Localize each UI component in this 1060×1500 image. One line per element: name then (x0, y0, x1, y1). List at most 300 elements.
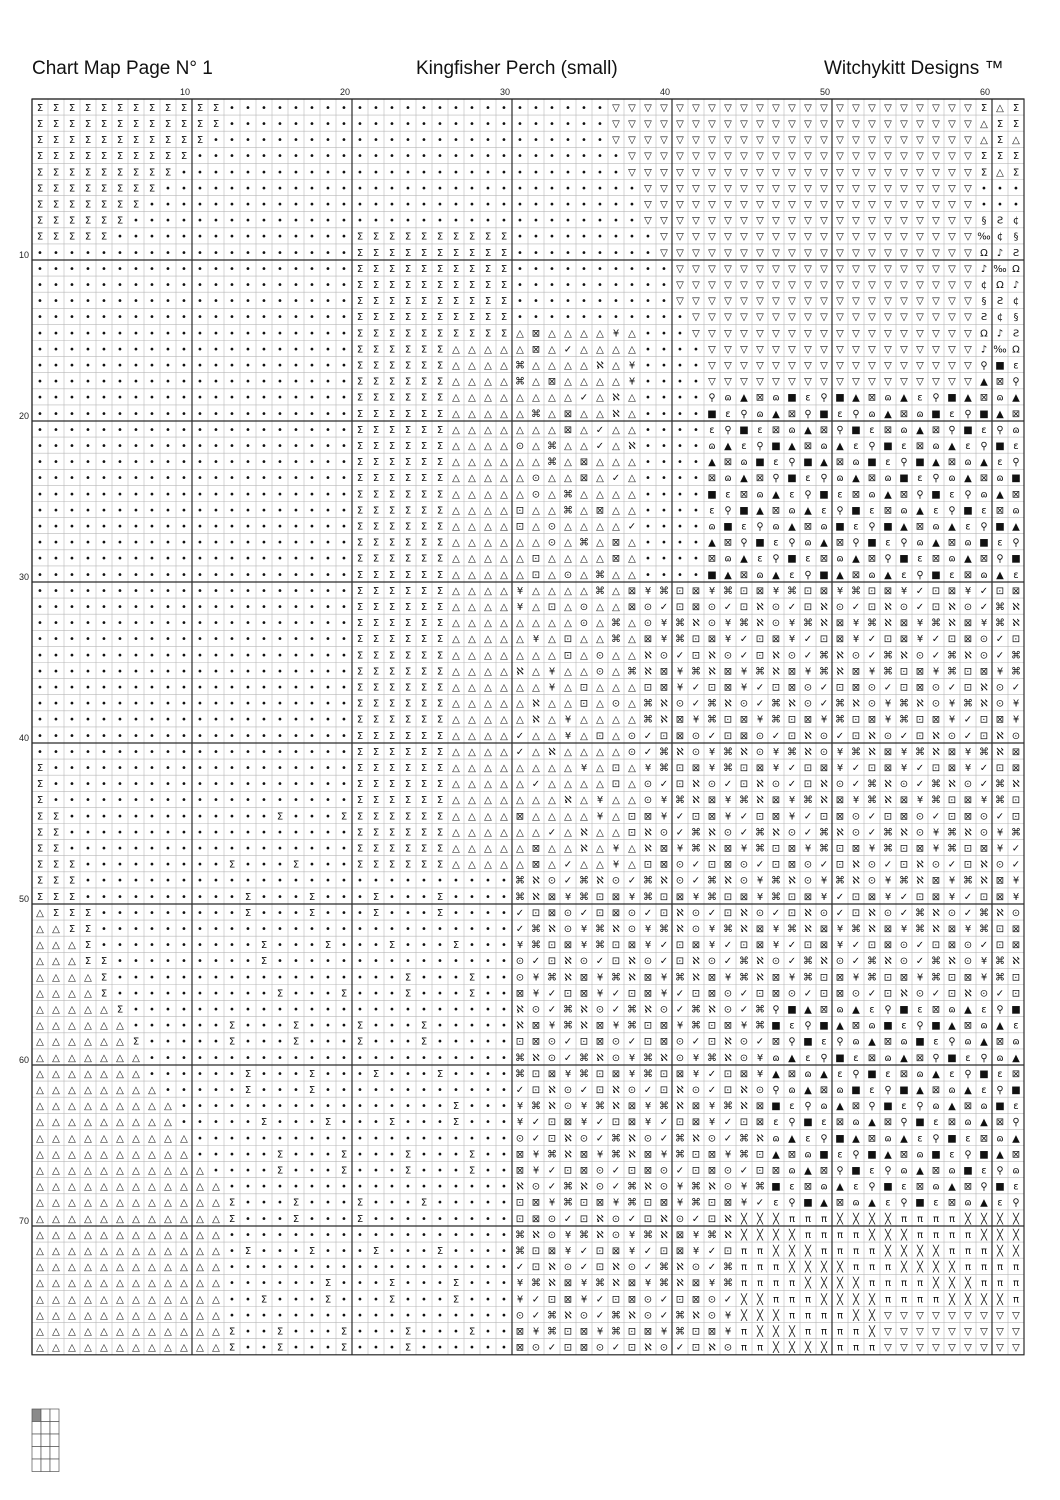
chart-cell-symbol: ▲ (852, 554, 860, 565)
chart-cell-symbol: Σ (389, 248, 395, 259)
chart-cell-symbol: ▽ (852, 216, 860, 227)
chart-cell-symbol: • (213, 393, 219, 404)
chart-cell-symbol: ⌘ (579, 538, 589, 549)
chart-cell-symbol: • (245, 1343, 251, 1354)
chart-cell-symbol: ▽ (708, 200, 716, 211)
chart-cell-symbol: • (485, 1117, 491, 1128)
chart-cell-symbol: ¥ (517, 586, 523, 597)
chart-cell-symbol: ▽ (756, 183, 764, 194)
chart-cell-symbol: ⊠ (676, 892, 684, 903)
chart-cell-symbol: • (245, 1053, 251, 1064)
chart-cell-symbol: △ (148, 1327, 156, 1338)
chart-cell-symbol: ⌘ (611, 972, 621, 983)
chart-cell-symbol: △ (516, 795, 524, 806)
chart-cell-symbol: △ (212, 1310, 220, 1321)
chart-cell-symbol: • (485, 135, 491, 146)
chart-cell-symbol: • (101, 280, 107, 291)
chart-cell-symbol: • (325, 699, 331, 710)
chart-cell-symbol: • (309, 924, 315, 935)
chart-cell-symbol: • (597, 151, 603, 162)
chart-cell-symbol: Σ (37, 151, 43, 162)
chart-cell-symbol: ♪ (997, 328, 1003, 339)
chart-cell-symbol: ✓ (724, 940, 732, 951)
chart-cell-symbol: • (501, 183, 507, 194)
chart-cell-symbol: ⊡ (740, 779, 748, 790)
chart-cell-symbol: Σ (197, 103, 203, 114)
chart-cell-symbol: ℵ (612, 393, 620, 404)
chart-cell-symbol: ⊡ (548, 1294, 556, 1305)
chart-cell-symbol: ɷ (772, 1053, 779, 1064)
chart-cell-symbol: △ (596, 747, 604, 758)
chart-cell-symbol: • (277, 119, 283, 130)
chart-cell-symbol: • (549, 216, 555, 227)
chart-cell-symbol: ¥ (565, 715, 571, 726)
chart-cell-symbol: ⚲ (868, 522, 875, 533)
chart-cell-symbol: ▽ (884, 103, 892, 114)
chart-cell-symbol: • (309, 860, 315, 871)
chart-cell-symbol: ⚲ (788, 457, 795, 468)
chart-cell-symbol: ▽ (788, 151, 796, 162)
chart-cell-symbol: • (277, 473, 283, 484)
chart-cell-symbol: ▽ (772, 280, 780, 291)
chart-cell-symbol: △ (596, 377, 604, 388)
chart-cell-symbol: ✓ (964, 892, 972, 903)
chart-cell-symbol: • (341, 361, 347, 372)
chart-cell-symbol: ¢ (997, 232, 1003, 243)
chart-cell-symbol: • (53, 554, 59, 565)
chart-cell-symbol: • (37, 264, 43, 275)
chart-cell-symbol: ✓ (644, 1246, 652, 1257)
chart-cell-symbol: • (501, 972, 507, 983)
chart-cell-symbol: • (229, 1101, 235, 1112)
chart-cell-symbol: • (341, 1278, 347, 1289)
chart-cell-symbol: • (325, 457, 331, 468)
chart-cell-symbol: △ (52, 1166, 60, 1177)
chart-cell-symbol: ¥ (661, 795, 667, 806)
chart-cell-symbol: ⊙ (676, 876, 684, 887)
chart-cell-symbol: Σ (389, 827, 395, 838)
chart-cell-symbol: △ (500, 715, 508, 726)
chart-cell-symbol: Σ (309, 1246, 315, 1257)
chart-cell-symbol: △ (116, 1117, 124, 1128)
chart-cell-symbol: • (373, 1117, 379, 1128)
chart-cell-symbol: • (261, 522, 267, 533)
chart-cell-symbol: Σ (485, 328, 491, 339)
chart-cell-symbol: Σ (37, 135, 43, 146)
chart-cell-symbol: ɛ (1013, 1101, 1018, 1112)
chart-cell-symbol: ⊙ (740, 876, 748, 887)
chart-cell-symbol: Σ (357, 650, 363, 661)
chart-cell-symbol: ⊙ (548, 1053, 556, 1064)
chart-cell-symbol: ⊡ (596, 731, 604, 742)
chart-cell-symbol: • (133, 972, 139, 983)
chart-cell-symbol: △ (580, 795, 588, 806)
chart-cell-symbol: ▽ (900, 103, 908, 114)
chart-cell-symbol: • (229, 618, 235, 629)
chart-cell-symbol: • (405, 200, 411, 211)
chart-cell-symbol: △ (612, 457, 620, 468)
chart-cell-symbol: ⊙ (644, 956, 652, 967)
chart-cell-symbol: ⊠ (836, 1198, 844, 1209)
chart-cell-symbol: • (229, 1182, 235, 1193)
chart-cell-symbol: • (309, 361, 315, 372)
chart-cell-symbol: • (421, 1182, 427, 1193)
chart-cell-symbol: • (293, 747, 299, 758)
chart-cell-symbol: ¥ (757, 1053, 763, 1064)
chart-cell-symbol: ⌘ (579, 876, 589, 887)
chart-cell-symbol: △ (612, 795, 620, 806)
chart-cell-symbol: Σ (421, 731, 427, 742)
chart-cell-symbol: △ (132, 1101, 140, 1112)
chart-cell-symbol: π (757, 1343, 763, 1354)
chart-cell-symbol: • (133, 1005, 139, 1016)
chart-cell-symbol: △ (84, 1214, 92, 1225)
chart-cell-symbol: Σ (981, 151, 987, 162)
chart-cell-symbol: ℵ (644, 666, 652, 677)
chart-cell-symbol: • (165, 1021, 171, 1032)
chart-cell-symbol: ⊙ (708, 1133, 716, 1144)
chart-cell-symbol: ╳ (788, 1244, 796, 1257)
chart-cell-symbol: ⌘ (931, 618, 941, 629)
chart-cell-symbol: ╳ (996, 1228, 1004, 1241)
chart-cell-symbol: Σ (405, 699, 411, 710)
chart-cell-symbol: • (485, 216, 491, 227)
chart-cell-symbol: • (373, 1133, 379, 1144)
chart-cell-symbol: △ (564, 554, 572, 565)
chart-cell-symbol: ✓ (740, 988, 748, 999)
chart-cell-symbol: ɷ (884, 1053, 891, 1064)
chart-cell-symbol: Σ (245, 908, 251, 919)
chart-cell-symbol: • (485, 167, 491, 178)
chart-cell-symbol: • (213, 795, 219, 806)
chart-cell-symbol: ⊡ (628, 811, 636, 822)
chart-cell-symbol: • (469, 1085, 475, 1096)
chart-cell-symbol: Σ (405, 827, 411, 838)
chart-cell-symbol: • (293, 1149, 299, 1160)
chart-cell-symbol: ⊙ (740, 699, 748, 710)
chart-cell-symbol: ℵ (516, 666, 524, 677)
chart-cell-symbol: • (37, 409, 43, 420)
chart-cell-symbol: • (69, 554, 75, 565)
chart-cell-symbol: △ (548, 586, 556, 597)
chart-cell-symbol: • (373, 876, 379, 887)
chart-cell-symbol: • (309, 844, 315, 855)
chart-cell-symbol: ⊙ (660, 1343, 668, 1354)
chart-cell-symbol: • (309, 699, 315, 710)
chart-cell-symbol: • (245, 618, 251, 629)
chart-cell-symbol: • (437, 924, 443, 935)
chart-cell-symbol: Σ (389, 602, 395, 613)
chart-cell-symbol: △ (516, 715, 524, 726)
chart-cell-symbol: △ (596, 457, 604, 468)
chart-cell-symbol: ⚲ (868, 1182, 875, 1193)
chart-cell-symbol: △ (500, 602, 508, 613)
chart-cell-symbol: • (181, 554, 187, 565)
chart-cell-symbol: ⊙ (612, 1230, 620, 1241)
chart-cell-symbol: △ (468, 715, 476, 726)
chart-cell-symbol: Ƨ (1013, 328, 1019, 339)
chart-cell-symbol: Σ (421, 650, 427, 661)
chart-cell-symbol: • (149, 554, 155, 565)
chart-cell-symbol: Σ (421, 683, 427, 694)
chart-cell-symbol: ⊡ (692, 988, 700, 999)
chart-cell-symbol: ⚲ (884, 554, 891, 565)
chart-cell-symbol: △ (532, 811, 540, 822)
chart-cell-symbol: ℵ (708, 1343, 716, 1354)
chart-cell-symbol: ɷ (724, 554, 731, 565)
chart-cell-symbol: ⊠ (628, 1117, 636, 1128)
chart-cell-symbol: ▽ (788, 216, 796, 227)
chart-cell-symbol: • (661, 505, 667, 516)
chart-cell-symbol: • (693, 425, 699, 436)
chart-cell-symbol: Σ (421, 666, 427, 677)
chart-cell-symbol: • (85, 296, 91, 307)
chart-cell-symbol: • (421, 1101, 427, 1112)
chart-cell-symbol: ¥ (677, 666, 683, 677)
chart-cell-symbol: ▽ (964, 1343, 972, 1354)
chart-cell-symbol: • (261, 425, 267, 436)
chart-cell-symbol: ✓ (532, 956, 540, 967)
chart-cell-symbol: ¥ (709, 1278, 715, 1289)
chart-cell-symbol: △ (84, 1053, 92, 1064)
chart-cell-symbol: ¥ (789, 795, 795, 806)
chart-cell-symbol: ⊡ (532, 908, 540, 919)
chart-cell-symbol: ɷ (1012, 1037, 1019, 1048)
chart-cell-symbol: ▽ (788, 377, 796, 388)
chart-cell-symbol: Σ (69, 908, 75, 919)
chart-cell-symbol: △ (612, 344, 620, 355)
chart-cell-symbol: △ (52, 1214, 60, 1225)
chart-cell-symbol: ⊙ (532, 1343, 540, 1354)
chart-cell-symbol: ⊠ (996, 715, 1004, 726)
chart-cell-symbol: ɛ (853, 441, 858, 452)
chart-cell-symbol: △ (564, 328, 572, 339)
chart-cell-symbol: ▽ (964, 280, 972, 291)
chart-cell-symbol: • (37, 393, 43, 404)
chart-cell-symbol: • (197, 1117, 203, 1128)
chart-cell-symbol: Σ (437, 1069, 443, 1080)
chart-cell-symbol: Σ (357, 715, 363, 726)
chart-cell-symbol: ⊙ (628, 924, 636, 935)
chart-cell-symbol: ▲ (836, 1101, 844, 1112)
chart-cell-symbol: • (453, 892, 459, 903)
chart-cell-symbol: ɛ (789, 489, 794, 500)
chart-cell-symbol: • (69, 264, 75, 275)
chart-cell-symbol: ⊡ (884, 811, 892, 822)
chart-cell-symbol: • (53, 328, 59, 339)
chart-cell-symbol: • (229, 312, 235, 323)
chart-cell-symbol: ⊠ (644, 1149, 652, 1160)
chart-cell-symbol: ▽ (660, 200, 668, 211)
chart-cell-symbol: • (101, 312, 107, 323)
chart-cell-symbol: Σ (357, 248, 363, 259)
chart-cell-symbol: ⌘ (579, 1230, 589, 1241)
chart-cell-symbol: • (325, 1005, 331, 1016)
chart-cell-symbol: ✓ (708, 731, 716, 742)
chart-cell-symbol: • (277, 956, 283, 967)
chart-cell-symbol: • (213, 1053, 219, 1064)
chart-cell-symbol: Σ (373, 377, 379, 388)
chart-cell-symbol: Σ (453, 312, 459, 323)
chart-cell-symbol: • (325, 827, 331, 838)
chart-cell-symbol: ⊙ (644, 795, 652, 806)
chart-cell-symbol: ⊡ (820, 988, 828, 999)
chart-cell-symbol: ℵ (564, 795, 572, 806)
chart-cell-symbol: • (117, 683, 123, 694)
chart-cell-symbol: ▽ (676, 280, 684, 291)
chart-cell-symbol: ℵ (708, 844, 716, 855)
chart-cell-symbol: • (149, 570, 155, 581)
chart-cell-symbol: ✓ (676, 811, 684, 822)
chart-cell-symbol: • (565, 296, 571, 307)
chart-cell-symbol: ⌘ (915, 908, 925, 919)
chart-cell-symbol: ⚲ (820, 393, 827, 404)
chart-cell-symbol: • (181, 361, 187, 372)
chart-cell-symbol: • (149, 344, 155, 355)
chart-cell-symbol: ⌘ (803, 795, 813, 806)
chart-cell-symbol: • (133, 280, 139, 291)
chart-cell-symbol: • (101, 860, 107, 871)
chart-cell-symbol: ■ (995, 522, 1004, 533)
chart-cell-symbol: • (293, 972, 299, 983)
chart-cell-symbol: ℵ (724, 876, 732, 887)
chart-cell-symbol: △ (180, 1214, 188, 1225)
chart-cell-symbol: Σ (437, 264, 443, 275)
chart-cell-symbol: • (133, 457, 139, 468)
chart-cell-symbol: ✓ (788, 779, 796, 790)
chart-cell-symbol: ¥ (565, 1230, 571, 1241)
chart-cell-symbol: • (341, 393, 347, 404)
chart-cell-symbol: Σ (245, 1069, 251, 1080)
chart-cell-symbol: • (101, 570, 107, 581)
chart-cell-symbol: • (277, 151, 283, 162)
chart-cell-symbol: • (613, 248, 619, 259)
chart-cell-symbol: ⊡ (692, 1166, 700, 1177)
chart-cell-symbol: • (405, 1037, 411, 1048)
chart-cell-symbol: Σ (421, 248, 427, 259)
chart-cell-symbol: ⌘ (547, 1310, 557, 1321)
chart-cell-symbol: △ (52, 988, 60, 999)
chart-cell-symbol: ¥ (693, 1246, 699, 1257)
chart-cell-symbol: ▽ (724, 103, 732, 114)
chart-cell-symbol: • (149, 1069, 155, 1080)
chart-cell-symbol: ɷ (884, 393, 891, 404)
chart-cell-symbol: △ (468, 860, 476, 871)
chart-cell-symbol: • (293, 811, 299, 822)
chart-cell-symbol: ɷ (948, 1005, 955, 1016)
chart-cell-symbol: △ (548, 425, 556, 436)
chart-cell-symbol: • (389, 167, 395, 178)
chart-cell-symbol: ɷ (916, 409, 923, 420)
chart-cell-symbol: ╳ (884, 1244, 892, 1257)
chart-cell-symbol: ▽ (708, 135, 716, 146)
chart-cell-symbol: π (981, 1262, 987, 1273)
chart-cell-symbol: △ (468, 586, 476, 597)
chart-cell-symbol: ¥ (885, 699, 891, 710)
chart-cell-symbol: • (149, 924, 155, 935)
chart-cell-symbol: ⊠ (836, 634, 844, 645)
chart-cell-symbol: Σ (373, 248, 379, 259)
chart-cell-symbol: △ (68, 1230, 76, 1241)
chart-cell-symbol: • (485, 1149, 491, 1160)
chart-cell-symbol: π (805, 1310, 811, 1321)
chart-cell-symbol: Σ (437, 908, 443, 919)
chart-cell-symbol: △ (164, 1246, 172, 1257)
chart-cell-symbol: ⌘ (531, 924, 541, 935)
chart-cell-symbol: • (37, 280, 43, 291)
chart-cell-symbol: △ (36, 1101, 44, 1112)
chart-cell-symbol: ▽ (932, 216, 940, 227)
chart-cell-symbol: • (101, 361, 107, 372)
chart-cell-symbol: Σ (437, 522, 443, 533)
chart-cell-symbol: • (85, 425, 91, 436)
chart-cell-symbol: • (437, 1230, 443, 1241)
chart-cell-symbol: • (133, 908, 139, 919)
chart-cell-symbol: △ (564, 763, 572, 774)
chart-cell-symbol: ■ (1011, 473, 1020, 484)
chart-cell-symbol: △ (500, 827, 508, 838)
chart-cell-symbol: ▽ (868, 167, 876, 178)
chart-cell-symbol: ⊡ (660, 1246, 668, 1257)
chart-cell-symbol: Σ (421, 715, 427, 726)
chart-cell-symbol: • (149, 264, 155, 275)
chart-cell-symbol: ▲ (852, 1133, 860, 1144)
chart-cell-symbol: • (309, 876, 315, 887)
chart-cell-symbol: ⊙ (532, 489, 540, 500)
chart-cell-symbol: ✓ (916, 779, 924, 790)
chart-cell-symbol: △ (452, 505, 460, 516)
chart-cell-symbol: • (197, 747, 203, 758)
chart-cell-symbol: △ (116, 1262, 124, 1273)
chart-cell-symbol: ⊙ (612, 1214, 620, 1225)
chart-cell-symbol: ⊙ (628, 731, 636, 742)
chart-cell-symbol: ■ (739, 505, 748, 516)
chart-cell-symbol: • (373, 216, 379, 227)
chart-cell-symbol: • (549, 264, 555, 275)
chart-cell-symbol: ℵ (628, 1149, 636, 1160)
chart-cell-symbol: ⊙ (788, 988, 796, 999)
chart-cell-symbol: ╳ (820, 1292, 828, 1305)
chart-cell-symbol: • (213, 361, 219, 372)
chart-cell-symbol: Σ (357, 328, 363, 339)
chart-cell-symbol: • (197, 586, 203, 597)
chart-cell-symbol: ɷ (852, 457, 859, 468)
chart-cell-symbol: △ (596, 860, 604, 871)
chart-cell-symbol: ▽ (772, 248, 780, 259)
chart-cell-symbol: ℵ (932, 731, 940, 742)
chart-cell-symbol: △ (452, 779, 460, 790)
chart-cell-symbol: • (677, 361, 683, 372)
chart-cell-symbol: △ (148, 1117, 156, 1128)
chart-cell-symbol: ⊙ (980, 827, 988, 838)
chart-cell-symbol: ⊡ (788, 731, 796, 742)
chart-cell-symbol: • (501, 1117, 507, 1128)
chart-cell-symbol: • (133, 779, 139, 790)
chart-cell-symbol: • (325, 554, 331, 565)
chart-cell-symbol: • (165, 779, 171, 790)
chart-cell-symbol: • (165, 683, 171, 694)
chart-cell-symbol: Σ (389, 650, 395, 661)
chart-cell-symbol: ▽ (836, 296, 844, 307)
chart-cell-symbol: • (453, 1198, 459, 1209)
chart-cell-symbol: § (1014, 232, 1019, 243)
chart-cell-symbol: ⊠ (564, 940, 572, 951)
chart-cell-symbol: ╳ (868, 1325, 876, 1338)
chart-cell-symbol: △ (516, 634, 524, 645)
chart-cell-symbol: • (293, 827, 299, 838)
chart-cell-symbol: ■ (995, 441, 1004, 452)
chart-cell-symbol: ¥ (645, 586, 651, 597)
